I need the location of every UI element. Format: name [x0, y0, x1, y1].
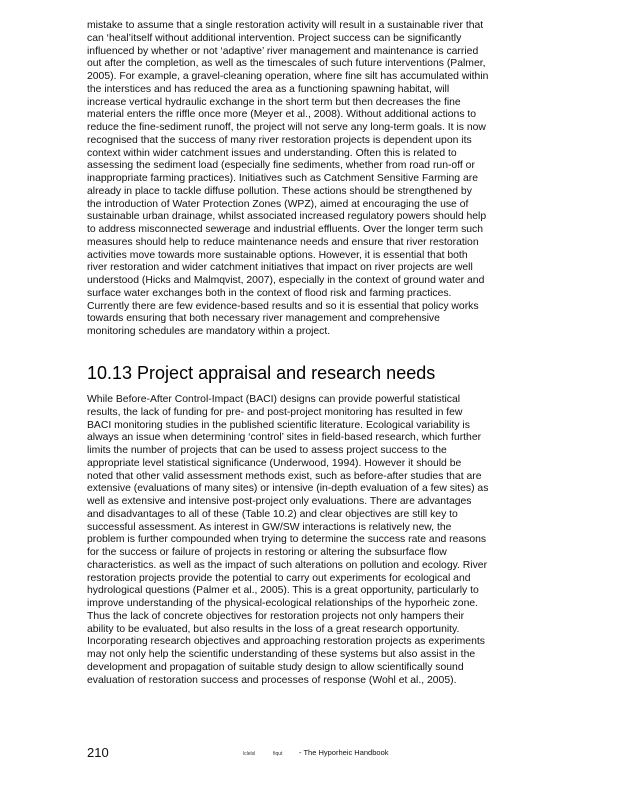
- text-line: reduce the fine-sediment runoff, the project will not serve any long-term goals. It is now: [87, 122, 486, 133]
- text-line: can ‘heal’itself without additional intervention. Project success can be significantly: [87, 32, 462, 44]
- text-line: Thus the lack of concrete objectives for restoration projects not only hampers their: [87, 610, 465, 622]
- text-line: problem is further compounded when trying to determine the success rate and reasons: [87, 534, 487, 546]
- text-line: out after the completion, as well as the timescales of such future interventions (Palmer,: [87, 58, 486, 70]
- footer-mark: fiqut: [273, 751, 283, 757]
- page-footer: [87, 744, 527, 764]
- text-line: always an issue when determining ‘control’ sites in field-based research, which further: [87, 432, 482, 444]
- text-line: already in place to tackle diffuse pollution. These actions should be strengthened by: [87, 185, 472, 197]
- text-line: ability to be evaluated, but also results in the loss of a great research opportunity.: [87, 623, 460, 635]
- text-line: limits the number of projects that can be used to assess project success to the: [87, 445, 447, 456]
- text-line: hydrological questions (Palmer et al., 2005). This is a great opportunity, particularly to: [87, 585, 479, 597]
- text-line: evaluation of restoration success and processes of response (Wohl et al., 2005).: [87, 674, 457, 686]
- text-line: noted that other valid assessment methods exist, such as before-after studies that are: [87, 470, 482, 482]
- text-line: influenced by whether or not ‘adaptive’ river management and maintenance is carried: [87, 45, 479, 57]
- text-line: improve understanding of the physical-ecological relationships of the hyporheic zone.: [87, 598, 479, 609]
- text-line: material enters the riffle once more (Meyer et al., 2008). Without additional actions to: [87, 109, 477, 121]
- text-line: surface water exchanges both in the context of flood risk and farming practices.: [87, 287, 452, 299]
- running-title: - The Hyporheic Handbook: [299, 748, 389, 757]
- text-line: and disadvantages to all of these (Table 10.2) and clear objectives are still key to: [87, 508, 458, 520]
- text-line: for the success or failure of projects in restoring or altering the subsurface flow: [87, 547, 447, 558]
- text-line: While Before-After Control-Impact (BACI) designs can provide powerful statistical: [87, 394, 461, 405]
- text-line: mistake to assume that a single restoration activity will result in a sustainable river that: [87, 20, 484, 31]
- text-line: recognised that the success of many river restoration projects is dependent upon its: [87, 134, 472, 146]
- text-line: well as extensive and intensive post-project only evaluations. There are advantages: [87, 496, 472, 507]
- text-line: activities move towards more sustainable options. However, it is essential that both: [87, 249, 468, 261]
- text-line: 2005). For example, a gravel-cleaning operation, where fine silt has accumulated within: [87, 71, 489, 82]
- text-line: results, the lack of funding for pre- and post-project monitoring has resulted in few: [87, 406, 463, 418]
- text-line: increase vertical hydraulic exchange in the short term but then decreases the fine: [87, 96, 461, 108]
- text-line: characteristics. as well as the impact of such alterations on pollution and ecology. River: [87, 559, 488, 571]
- body-paragraph: [87, 20, 520, 339]
- text-line: monitoring schedules are mandatory within a project.: [87, 326, 331, 337]
- text-line: Incorporating research objectives and approaching restoration projects as experiments: [87, 636, 485, 648]
- text-line: assessing the sediment load (especially fine sediments, whether from road run-off or: [87, 160, 475, 172]
- text-line: restoration projects provide the potential to carry out experiments for ecological and: [87, 572, 471, 584]
- text-line: the interstices and has reduced the area as a functioning spawning habitat, will: [87, 83, 450, 95]
- text-line: measures should help to reduce maintenance needs and ensure that river restoration: [87, 236, 479, 248]
- section-heading: 10.13 Project appraisal and research needs: [87, 363, 436, 383]
- text-line: extensive (evaluations of many sites) or intensive (in-depth evaluation of a few sites) as: [87, 483, 489, 495]
- page-number: 210: [87, 745, 109, 760]
- text-line: towards ensuring that both necessary river management and comprehensive: [87, 313, 440, 325]
- text-line: BACI monitoring studies in the published scientific literature. Ecological variability is: [87, 419, 470, 431]
- text-line: the introduction of Water Protection Zones (WPZ), aimed at encouraging the use of: [87, 198, 469, 210]
- text-line: appropriate level statistical significance (Underwood, 1994). However it should be: [87, 457, 462, 469]
- text-line: development and propagation of suitable study design to allow scientifically sound: [87, 661, 464, 673]
- text-line: context within wider catchment issues and understanding. Often this is related to: [87, 147, 457, 159]
- text-line: understood (Hicks and Malmqvist, 2007), especially in the context of ground water and: [87, 275, 485, 286]
- text-line: may not only help the scientific understanding of these systems but also assist in the: [87, 649, 476, 660]
- footer-mark: lclelsl: [243, 751, 256, 757]
- text-line: sustainable urban drainage, whilst associated increased regulatory powers should help: [87, 211, 487, 223]
- text-line: inappropriate farming practices). Initiatives such as Catchment Sensitive Farming are: [87, 173, 478, 184]
- text-line: Currently there are few evidence-based results and so it is essential that policy works: [87, 300, 479, 312]
- body-paragraph: [87, 394, 520, 687]
- text-line: to address misconnected sewerage and industrial effluents. Over the longer term such: [87, 224, 484, 235]
- text-line: river restoration and wider catchment initiatives that impact on river projects are well: [87, 262, 473, 274]
- text-line: successful assessment. As interest in GW/SW interactions is relatively new, the: [87, 521, 452, 533]
